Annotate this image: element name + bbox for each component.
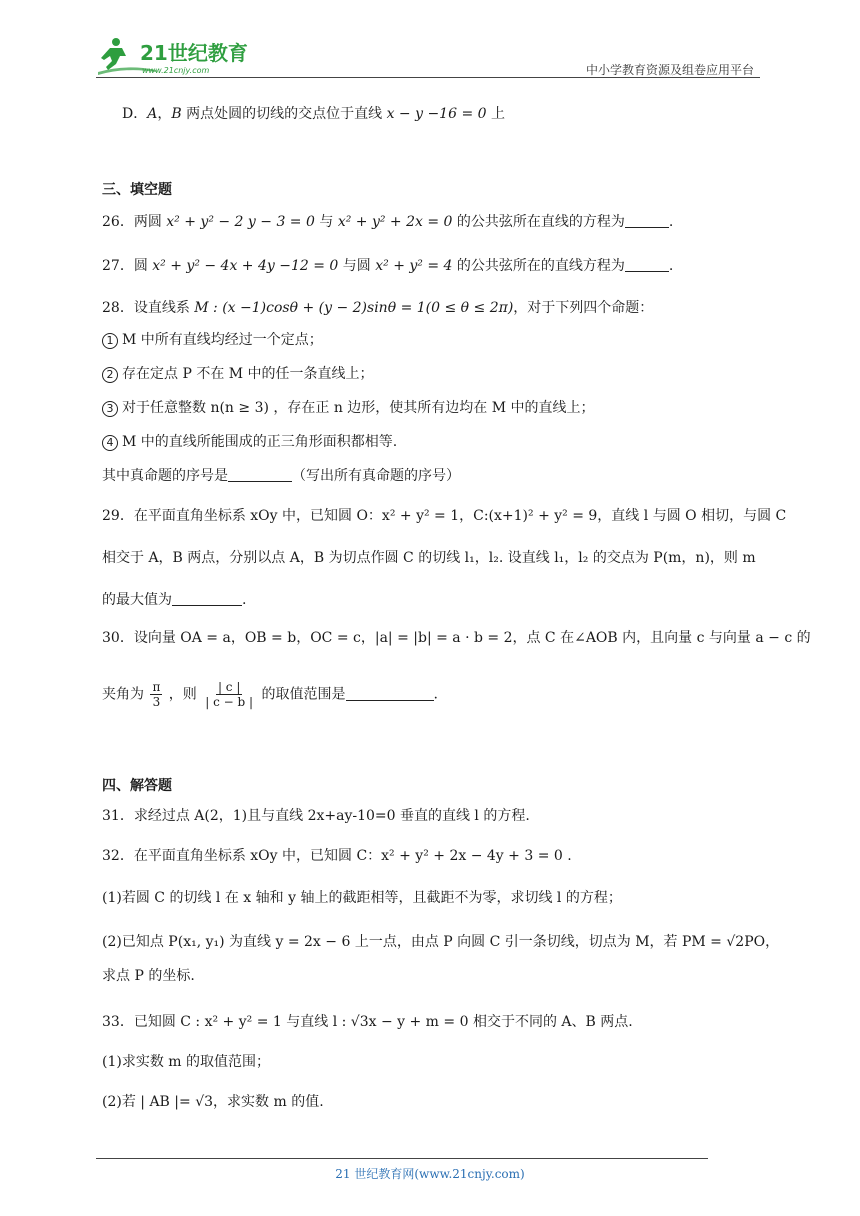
proposition-2: 2 存在定点 P 不在 M 中的任一条直线上； xyxy=(102,364,374,384)
question-33: 33．已知圆 C : x² + y² = 1 与直线 l : √3x − y + m = 0 相交于不同的 A、B 两点. xyxy=(102,1014,633,1030)
question-28-ask: 其中真命题的序号是 （写出所有真命题的序号） xyxy=(102,468,460,484)
question-33-part-2: (2)若 | AB |= √3，求实数 m 的值. xyxy=(102,1094,324,1110)
answer-blank[interactable] xyxy=(172,591,242,606)
question-29-line-2: 相交于 A，B 两点，分别以点 A，B 为切点作圆 C 的切线 l₁，l₂. 设直线 l₁，l₂ 的交点为 P(m，n)，则 m xyxy=(102,550,756,566)
question-32-part-2: (2)已知点 P(x₁, y₁) 为直线 y = 2x − 6 上一点，由点 P 向圆 C 引一条切线，切点为 M，若 PM = √2PO， xyxy=(102,934,780,950)
question-32-part-2-cont: 求点 P 的坐标. xyxy=(102,968,195,984)
question-28: 28．设直线系 M : (x −1)cosθ + (y − 2)sinθ = 1(0 ≤ θ ≤ 2π)，对于下列四个命题： xyxy=(102,300,654,316)
site-logo xyxy=(96,34,266,78)
question-29-line-1: 29．在平面直角坐标系 xOy 中，已知圆 O：x² + y² = 1，C:(x+1)² + y² = 9，直线 l 与圆 O 相切，与圆 C xyxy=(102,508,787,524)
answer-blank[interactable] xyxy=(346,686,434,701)
question-30-line-2: 夹角为 $\frac{\pi}{3}$ ，则 $\frac{| c |}{| c - b |}$ 的取值范围是 . xyxy=(102,680,438,709)
section-answer: 四、解答题 xyxy=(102,778,172,794)
question-30-line-1: 30．设向量 OA = a，OB = b，OC = c，|a| = |b| = a · b = 2，点 C 在∠AOB 内，且向量 c 与向量 a − c 的 xyxy=(102,630,811,646)
answer-blank[interactable] xyxy=(625,213,669,228)
question-32-part-1: (1)若圆 C 的切线 l 在 x 轴和 y 轴上的截距相等，且截距不为零，求切线 l 的方程； xyxy=(102,890,622,906)
header-divider xyxy=(96,77,760,78)
footer-link[interactable]: 21 世纪教育网(www.21cnjy.com) xyxy=(335,1167,525,1181)
option-d: D．A，B 两点处圆的切线的交点位于直线 x − y −16 = 0 上 xyxy=(122,106,505,122)
answer-blank[interactable] xyxy=(625,257,669,272)
fraction-pi-over-3: $\frac{\pi}{3}$ xyxy=(152,680,161,709)
proposition-3: 3 对于任意整数 n(n ≥ 3) ，存在正 n 边形，使其所有边均在 M 中的直线上； xyxy=(102,398,595,418)
question-33-part-1: (1)求实数 m 的取值范围； xyxy=(102,1054,271,1070)
answer-blank[interactable] xyxy=(228,467,292,482)
logo-url: www.21cnjy.com xyxy=(142,66,210,75)
fraction-vector-ratio: $\frac{| c |}{| c - b |}$ xyxy=(205,680,254,709)
section-fill-in: 三、填空题 xyxy=(102,182,172,198)
header-platform-text: 中小学教育资源及组卷应用平台 xyxy=(585,63,754,77)
question-26: 26．两圆 x² + y² − 2 y − 3 = 0 与 x² + y² + 2x = 0 的公共弦所在直线的方程为 . xyxy=(102,214,674,230)
footer-divider xyxy=(96,1158,708,1159)
page-header xyxy=(96,28,760,80)
question-32: 32．在平面直角坐标系 xOy 中，已知圆 C：x² + y² + 2x − 4y + 3 = 0 . xyxy=(102,848,572,864)
proposition-4: 4 M 中的直线所能围成的正三角形面积都相等. xyxy=(102,432,397,452)
logo-text: 21世纪教育 xyxy=(140,41,248,65)
question-31: 31．求经过点 A(2，1)且与直线 2x+ay-10=0 垂直的直线 l 的方程. xyxy=(102,808,530,824)
question-27: 27．圆 x² + y² − 4x + 4y −12 = 0 与圆 x² + y² = 4 的公共弦所在的直线方程为 . xyxy=(102,258,674,274)
question-29-line-3: 的最大值为 . xyxy=(102,592,247,608)
proposition-1: 1 M 中所有直线均经过一个定点； xyxy=(102,330,323,350)
